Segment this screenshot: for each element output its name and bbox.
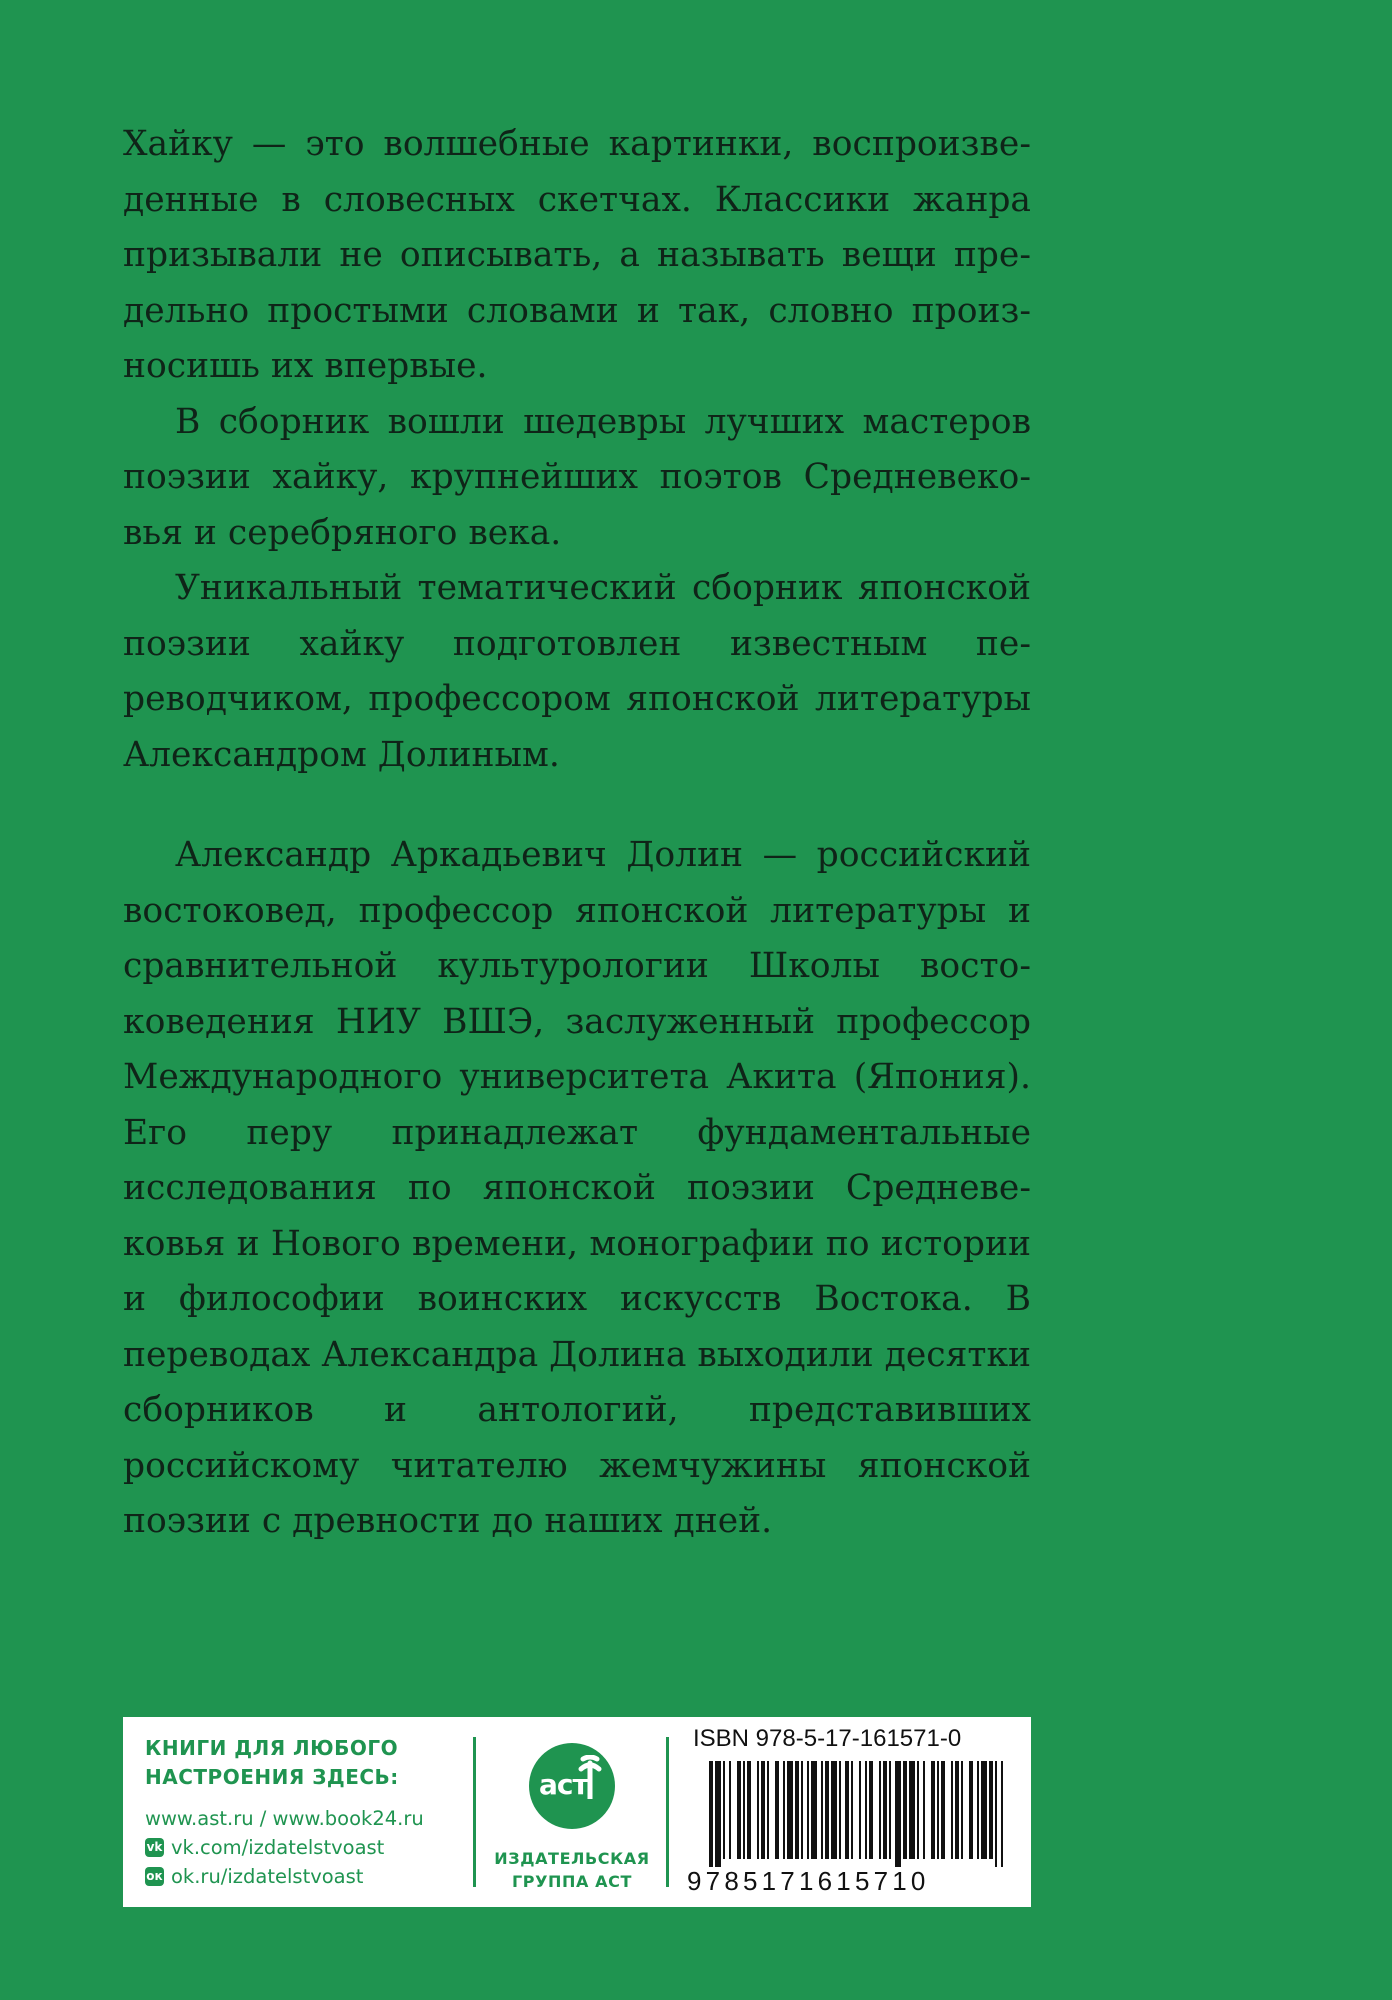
barcode-bar <box>923 1761 925 1859</box>
barcode-bar <box>895 1761 901 1867</box>
ean-number: 9785171615710 <box>687 1866 930 1896</box>
barcode-bar <box>787 1761 793 1859</box>
description-paragraph-3: Уникальный тематический сборник японской поэзии хайку подготовлен известным переводчиком, профессором японской литературы Александром Долиным. <box>123 568 1031 775</box>
barcode-bar <box>981 1761 987 1859</box>
barcode-bar <box>795 1761 799 1859</box>
barcode-bar <box>709 1761 713 1867</box>
barcode-bar <box>743 1761 745 1859</box>
barcode-bar <box>783 1761 785 1859</box>
publisher-footer <box>123 1717 1031 1907</box>
barcode-bar <box>859 1761 861 1859</box>
barcode-bar <box>831 1761 837 1859</box>
promo-line-2: НАСТРОЕНИЯ ЗДЕСЬ: <box>145 1765 399 1789</box>
barcode-bar <box>909 1761 915 1859</box>
barcode-bar <box>767 1761 769 1859</box>
publisher-logo-block <box>481 1737 663 1893</box>
barcode-bar <box>747 1761 751 1859</box>
barcode-bar <box>937 1761 939 1859</box>
barcode-block <box>683 1717 1023 1907</box>
tree-figure-icon <box>577 1755 603 1799</box>
barcode-bar <box>879 1761 881 1859</box>
barcode-bar <box>955 1761 959 1859</box>
divider <box>666 1737 669 1887</box>
barcode-bar <box>917 1761 919 1859</box>
barcode-bar <box>931 1761 935 1859</box>
description-paragraph-2: В сборник вошли шедевры лучших мастеров поэзии хайку, крупнейших поэтов Средневековья и серебряного века. <box>123 401 1031 553</box>
ok-link[interactable]: ок ok.ru/izdatelstvoast <box>146 1865 364 1888</box>
barcode-bar <box>825 1761 829 1859</box>
barcode-bar <box>969 1761 973 1859</box>
barcode-bar <box>801 1761 803 1859</box>
book-description <box>123 117 1031 783</box>
barcode-bar <box>865 1761 867 1859</box>
vk-link[interactable]: vk vk.com/izdatelstvoast <box>146 1836 385 1859</box>
barcode-bar <box>845 1761 849 1859</box>
barcode-bar <box>977 1761 979 1859</box>
barcode-bar <box>723 1761 725 1859</box>
barcode-bar <box>811 1761 817 1859</box>
barcode-bar <box>989 1761 993 1859</box>
barcode-bar <box>757 1761 759 1859</box>
promo-line-1: КНИГИ ДЛЯ ЛЮБОГО <box>145 1736 399 1760</box>
barcode-bar <box>883 1761 887 1859</box>
barcode-image <box>707 1761 1007 1867</box>
barcode-bar <box>807 1761 809 1859</box>
barcode-bar <box>761 1761 765 1859</box>
barcode-bar <box>715 1761 721 1867</box>
barcode-bar <box>951 1761 953 1859</box>
barcode-bar <box>821 1761 823 1859</box>
divider <box>473 1737 476 1887</box>
websites-link[interactable]: www.ast.ru / www.book24.ru <box>145 1807 424 1830</box>
publisher-line-2: ГРУППА АСТ <box>511 1872 633 1891</box>
author-bio-text: Александр Аркадьевич Долин — российский востоковед, профессор японской литературы и сравнительной культурологии Школы востоковедения НИУ ВШЭ, заслуженный профессор Международного университета Акита (Япония). Его перу принадлежат фундаментальные исследования по японской поэзии Средневековья и Нового времени, монографии по истории и философии воинских искусств Востока. В переводах Александра Долина выходили десятки сборников и антологий, представивших российскому читателю жемчужины японской поэзии с древности до наших дней. <box>123 835 1031 1541</box>
ast-logo <box>529 1743 615 1829</box>
barcode-bar <box>941 1761 945 1859</box>
barcode-bar <box>851 1761 853 1859</box>
barcode-bar <box>903 1761 907 1859</box>
description-paragraph-1: Хайку — это волшебные картинки, воспроизведенные в словесных скетчах. Классики жанра призывали не описывать, а называть вещи предельно простыми словами и так, словно произносишь их впервые. <box>123 124 1031 386</box>
isbn: ISBN 978-5-17-161571-0 <box>693 1725 962 1752</box>
barcode-bar <box>995 1761 997 1867</box>
barcode-bar <box>961 1761 963 1859</box>
ok-icon: ок <box>145 1867 164 1886</box>
barcode-bar <box>889 1761 891 1859</box>
barcode-bar <box>729 1761 731 1859</box>
author-bio <box>123 828 1031 1550</box>
barcode-bar <box>775 1761 779 1859</box>
vk-icon: vk <box>145 1838 164 1857</box>
barcode-bar <box>737 1761 741 1859</box>
barcode-bar <box>869 1761 873 1859</box>
barcode-bar <box>1001 1761 1003 1867</box>
logo-text: аст <box>539 1768 588 1801</box>
barcode-bar <box>839 1761 841 1859</box>
publisher-line-1: ИЗДАТЕЛЬСКАЯ <box>494 1849 650 1868</box>
